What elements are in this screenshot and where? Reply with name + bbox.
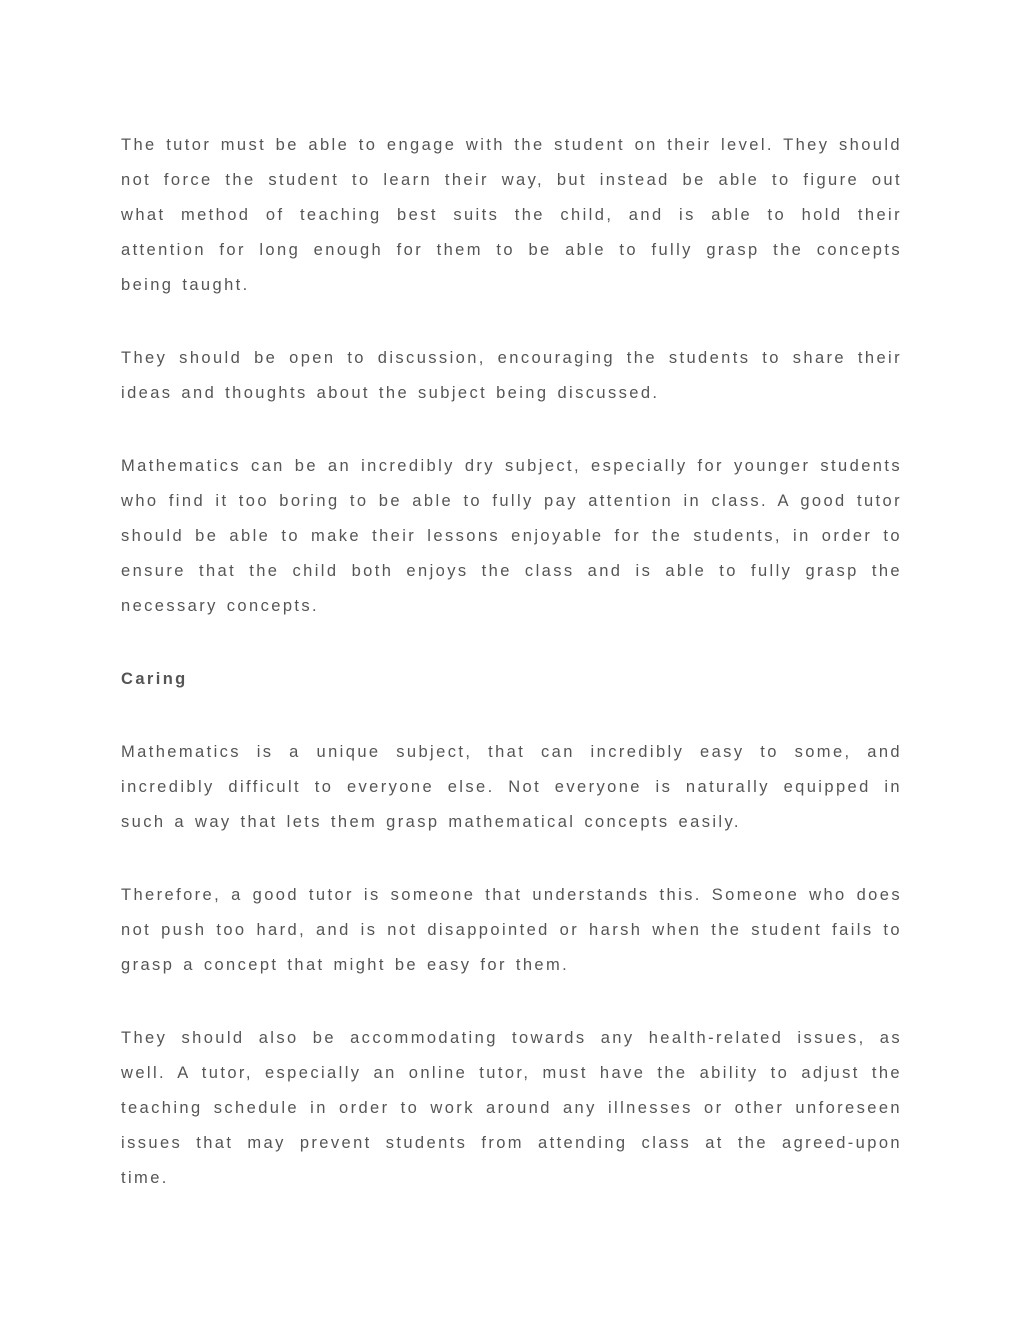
document-page <box>121 128 902 1234</box>
paragraph-accommodating: They should also be accommodating towards any health-related issues, as well. A tutor, especially an online tutor, must have the ability to adjust the teaching schedule in order to work around any illnesses or other unforeseen issues that may prevent students from attending class at the agreed-upon time. <box>121 1029 902 1187</box>
paragraph-engage: The tutor must be able to engage with the student on their level. They should not force the student to learn their way, but instead be able to figure out what method of teaching best suits the child, and is able to hold their attention for long enough for them to be able to fully grasp the concepts being taught. <box>121 136 902 294</box>
paragraph-discussion: They should be open to discussion, encouraging the students to share their ideas and thoughts about the subject being discussed. <box>121 349 902 402</box>
section-heading: Caring <box>121 670 188 688</box>
paragraph-understanding: Therefore, a good tutor is someone that understands this. Someone who does not push too hard, and is not disappointed or harsh when the student fails to grasp a concept that might be easy for them. <box>121 886 902 974</box>
paragraph-unique-subject: Mathematics is a unique subject, that can incredibly easy to some, and incredibly difficult to everyone else. Not everyone is naturally equipped in such a way that lets them grasp mathematical concepts easily. <box>121 743 902 831</box>
paragraph-enjoyable: Mathematics can be an incredibly dry subject, especially for younger students who find it too boring to be able to fully pay attention in class. A good tutor should be able to make their lessons enjoyable for the students, in order to ensure that the child both enjoys the class and is able to fully grasp the necessary concepts. <box>121 457 902 615</box>
